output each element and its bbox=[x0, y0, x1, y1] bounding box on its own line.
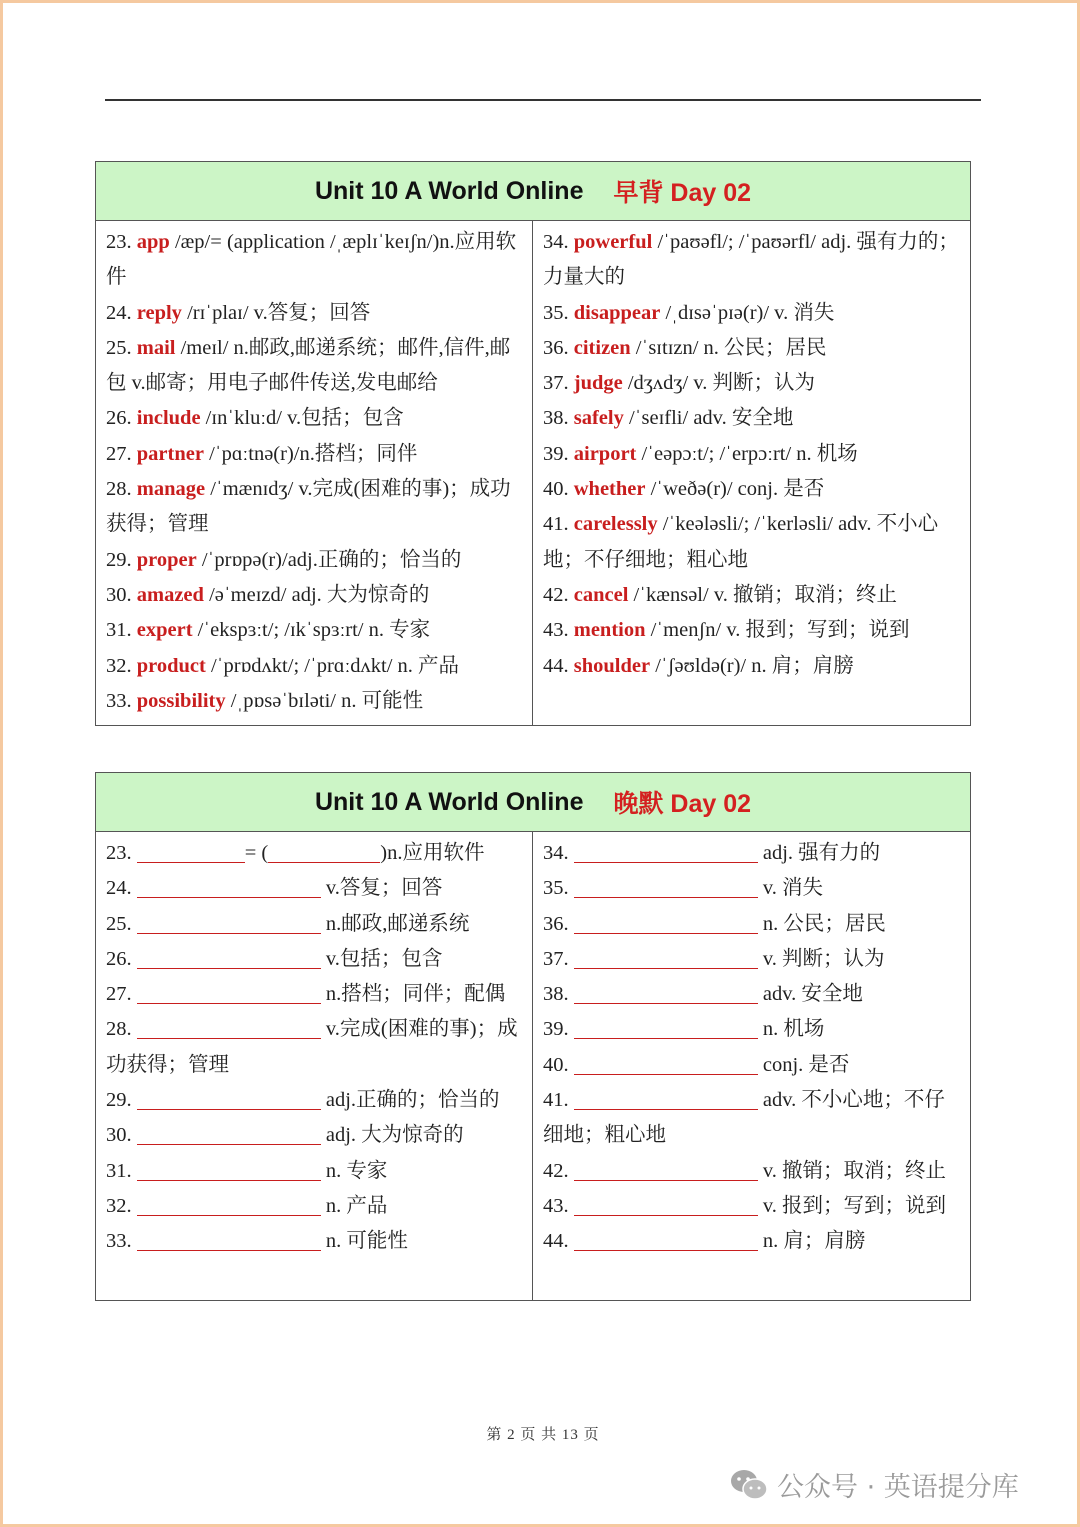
dictation-entry bbox=[106, 1118, 522, 1153]
entry-number: 43. bbox=[543, 619, 574, 642]
entry-number: 35. bbox=[543, 301, 574, 324]
entry-number: 41. bbox=[543, 1089, 574, 1112]
answer-blank[interactable] bbox=[137, 981, 321, 1004]
entry-word: include bbox=[136, 407, 201, 430]
vocab-entry bbox=[106, 437, 522, 472]
dictation-entry bbox=[543, 907, 960, 942]
watermark bbox=[729, 1465, 1019, 1504]
entry-word: mail bbox=[136, 336, 176, 359]
entry-definition: /əˈmeɪzd/ adj. 大为惊奇的 bbox=[203, 583, 430, 606]
entry-meaning: adj. 强有力的 bbox=[762, 842, 881, 864]
entry-number: 29. bbox=[106, 1089, 137, 1112]
entry-number: 44. bbox=[543, 654, 574, 677]
entry-definition: /ˈkænsəl/ v. 撤销；取消；终止 bbox=[628, 583, 897, 606]
dictation-entry bbox=[106, 1189, 522, 1224]
entry-definition: /ˌdɪsəˈpɪə(r)/ v. 消失 bbox=[660, 301, 835, 324]
entry-definition: /ˈprɒpə(r)/adj.正确的；恰当的 bbox=[196, 548, 462, 571]
vocab-entry bbox=[106, 649, 522, 684]
entry-number: 30. bbox=[106, 1124, 137, 1147]
entry-meaning: n.邮政,邮递系统 bbox=[325, 912, 470, 935]
entry-meaning: n.搭档；同伴；配偶 bbox=[325, 983, 506, 1006]
entry-word: carelessly bbox=[573, 513, 658, 536]
answer-blank[interactable] bbox=[137, 840, 245, 863]
entry-word: shoulder bbox=[573, 654, 651, 677]
morning-right-column bbox=[533, 221, 970, 725]
vocab-entry bbox=[106, 296, 522, 331]
entry-number: 41. bbox=[543, 513, 574, 536]
answer-blank[interactable] bbox=[137, 875, 321, 898]
dictation-entry: 23. = ( )n.应用软件 bbox=[106, 842, 485, 864]
dictation-entry bbox=[543, 942, 960, 977]
entry-definition: /ˈsɪtɪzn/ n. 公民；居民 bbox=[630, 336, 827, 359]
entry-number: 40. bbox=[543, 1053, 574, 1076]
entry-definition: /ˈmænɪdʒ/ v.完成(困难的事)；成功获得；管理 bbox=[106, 478, 511, 536]
entry-meaning: v.答复；回答 bbox=[325, 877, 443, 900]
vocab-entry bbox=[543, 649, 960, 684]
entry-word: amazed bbox=[136, 583, 204, 606]
entry-number: 39. bbox=[543, 442, 574, 465]
morning-title: Unit 10 A World Online bbox=[314, 176, 584, 205]
entry-meaning: v.包括；包含 bbox=[325, 947, 443, 970]
dictation-entry bbox=[543, 1189, 960, 1224]
answer-blank[interactable] bbox=[137, 1158, 321, 1181]
entry-meaning: adv. 不小心地；不仔细地；粗心地 bbox=[543, 1089, 945, 1147]
entry-number: 40. bbox=[543, 478, 574, 501]
vocab-entry bbox=[543, 401, 960, 436]
dictation-entry bbox=[106, 1012, 522, 1083]
evening-table-header bbox=[96, 773, 970, 832]
entry-meaning: n. 专家 bbox=[325, 1159, 388, 1182]
entry-meaning: n. 肩；肩膀 bbox=[762, 1230, 866, 1253]
entry-word: product bbox=[136, 654, 206, 677]
entry-word: powerful bbox=[573, 231, 653, 253]
vocab-entry bbox=[543, 366, 960, 401]
answer-blank[interactable] bbox=[574, 981, 758, 1004]
entry-meaning: n.应用软件 bbox=[387, 842, 485, 864]
entry-number: 34. bbox=[543, 842, 574, 864]
vocab-entry bbox=[543, 507, 960, 578]
entry-word: judge bbox=[573, 372, 623, 395]
dictation-entry bbox=[543, 1224, 960, 1259]
entry-definition: /ˈseɪfli/ adv. 安全地 bbox=[623, 407, 794, 430]
answer-blank[interactable] bbox=[574, 840, 758, 863]
entry-number: 33. bbox=[106, 1230, 137, 1253]
dictation-entry bbox=[106, 977, 522, 1012]
entry-number: 34. bbox=[543, 231, 574, 253]
morning-left-column bbox=[96, 221, 533, 725]
entry-number: 35. bbox=[543, 877, 574, 900]
entry-number: 37. bbox=[543, 372, 574, 395]
answer-blank[interactable] bbox=[574, 1228, 758, 1251]
vocab-entry bbox=[106, 578, 522, 613]
answer-blank[interactable] bbox=[137, 1228, 321, 1251]
evening-dictation-table bbox=[95, 772, 971, 1301]
answer-blank[interactable] bbox=[137, 946, 321, 969]
entry-number: 29. bbox=[106, 548, 137, 571]
entry-word: safely bbox=[573, 407, 624, 430]
entry-definition: /ˈweðə(r)/ conj. 是否 bbox=[645, 478, 825, 501]
answer-blank[interactable] bbox=[574, 1052, 758, 1075]
answer-blank[interactable] bbox=[574, 875, 758, 898]
vocab-entry bbox=[543, 225, 960, 296]
entry-meaning: v.完成(困难的事)；成功获得；管理 bbox=[106, 1018, 518, 1076]
entry-word: expert bbox=[136, 619, 193, 642]
entry-number: 31. bbox=[106, 619, 137, 642]
entry-meaning: n. 可能性 bbox=[325, 1230, 408, 1253]
answer-blank[interactable] bbox=[574, 946, 758, 969]
vocab-entry bbox=[106, 225, 522, 296]
entry-word: mention bbox=[573, 619, 646, 642]
vocab-entry bbox=[543, 578, 960, 613]
entry-word: manage bbox=[136, 478, 206, 501]
dictation-entry bbox=[543, 1083, 960, 1154]
entry-definition: /ˈpɑːtnə(r)/n.搭档；同伴 bbox=[203, 442, 418, 465]
answer-blank[interactable] bbox=[137, 1193, 321, 1216]
entry-number: 38. bbox=[543, 983, 574, 1006]
entry-meaning: v. 撤销；取消；终止 bbox=[762, 1159, 947, 1182]
entry-number: 42. bbox=[543, 583, 574, 606]
entry-definition: /ˈprɒdʌkt/; /ˈprɑːdʌkt/ n. 产品 bbox=[205, 654, 460, 677]
entry-number: 26. bbox=[106, 947, 137, 970]
page-number: 第 2 页 共 13 页 bbox=[486, 1427, 600, 1443]
dictation-entry bbox=[106, 1224, 522, 1259]
dictation-entry bbox=[543, 836, 960, 871]
entry-number: 25. bbox=[106, 336, 137, 359]
vocab-entry bbox=[106, 543, 522, 578]
entry-number: 33. bbox=[106, 689, 137, 712]
entry-word: proper bbox=[136, 548, 197, 571]
entry-word: whether bbox=[573, 478, 646, 501]
entry-word: citizen bbox=[573, 336, 631, 359]
dictation-entry bbox=[106, 871, 522, 906]
entry-word: reply bbox=[136, 301, 182, 324]
dictation-entry bbox=[543, 871, 960, 906]
entry-definition: /ˈmenʃn/ v. 报到；写到；说到 bbox=[645, 619, 910, 642]
answer-blank[interactable] bbox=[574, 1087, 758, 1110]
dictation-entry bbox=[106, 907, 522, 942]
vocab-entry bbox=[543, 296, 960, 331]
entry-number: 25. bbox=[106, 912, 137, 935]
entry-definition: /dʒʌdʒ/ v. 判断；认为 bbox=[622, 372, 815, 395]
entry-meaning: v. 消失 bbox=[762, 877, 824, 900]
entry-number: 42. bbox=[543, 1159, 574, 1182]
entry-number: 28. bbox=[106, 1018, 137, 1041]
entry-definition: /æp/= (application /ˌæplɪˈkeɪʃn/)n.应用软件 bbox=[106, 231, 517, 289]
vocab-entry bbox=[106, 401, 522, 436]
entry-number: 28. bbox=[106, 478, 137, 501]
entry-meaning: conj. 是否 bbox=[762, 1053, 850, 1076]
answer-blank[interactable] bbox=[137, 1087, 321, 1110]
answer-blank[interactable] bbox=[137, 1122, 321, 1145]
dictation-entry bbox=[106, 942, 522, 977]
entry-definition: /ˈpaʊəfl/; /ˈpaʊərfl/ adj. 强有力的；力量大的 bbox=[543, 231, 959, 289]
vocab-entry bbox=[543, 472, 960, 507]
answer-blank[interactable] bbox=[137, 911, 321, 934]
vocab-entry bbox=[106, 472, 522, 543]
dictation-entry bbox=[106, 1154, 522, 1189]
vocab-entry bbox=[106, 613, 522, 648]
entry-number: 36. bbox=[543, 912, 574, 935]
entry-number: 31. bbox=[106, 1159, 137, 1182]
entry-number: 37. bbox=[543, 947, 574, 970]
entry-number: 24. bbox=[106, 301, 137, 324]
entry-word: possibility bbox=[136, 689, 226, 712]
answer-blank[interactable] bbox=[574, 1193, 758, 1216]
entry-meaning: adv. 安全地 bbox=[762, 983, 863, 1006]
dictation-entry bbox=[543, 1012, 960, 1047]
entry-meaning: n. 机场 bbox=[762, 1018, 825, 1041]
entry-number: 23. bbox=[106, 231, 137, 253]
entry-meaning: adj.正确的；恰当的 bbox=[325, 1089, 500, 1112]
answer-blank[interactable] bbox=[574, 1158, 758, 1181]
vocab-entry bbox=[543, 613, 960, 648]
entry-definition: /ɪnˈkluːd/ v.包括；包含 bbox=[200, 407, 404, 430]
entry-number: 36. bbox=[543, 336, 574, 359]
entry-meaning: n. 产品 bbox=[325, 1194, 388, 1217]
entry-definition: /ˌpɒsəˈbɪləti/ n. 可能性 bbox=[225, 689, 424, 712]
entry-number: 27. bbox=[106, 442, 137, 465]
entry-number: 32. bbox=[106, 654, 137, 677]
watermark-text: 公众号 · 英语提分库 bbox=[777, 1472, 1019, 1503]
entry-meaning: v. 判断；认为 bbox=[762, 947, 885, 970]
evening-right-column bbox=[533, 832, 970, 1300]
header-rule bbox=[105, 99, 981, 101]
entry-meaning: n. 公民；居民 bbox=[762, 912, 886, 935]
vocab-entry bbox=[543, 331, 960, 366]
entry-definition: /meɪl/ n.邮政,邮递系统；邮件,信件,邮包 v.邮寄；用电子邮件传送,发电邮给 bbox=[106, 336, 511, 395]
morning-vocab-table bbox=[95, 161, 971, 726]
entry-number: 26. bbox=[106, 407, 137, 430]
entry-meaning: adj. 大为惊奇的 bbox=[325, 1124, 464, 1147]
answer-blank[interactable] bbox=[574, 911, 758, 934]
entry-definition: /ˈeəpɔːt/; /ˈerpɔːrt/ n. 机场 bbox=[636, 442, 858, 465]
morning-table-header bbox=[96, 162, 970, 221]
evening-day-tag: 晚默 Day 02 bbox=[613, 790, 752, 818]
entry-number: 44. bbox=[543, 1230, 574, 1253]
evening-title: Unit 10 A World Online bbox=[314, 787, 584, 816]
dictation-entry bbox=[543, 1048, 960, 1083]
entry-word: partner bbox=[136, 442, 204, 465]
entry-definition: /rɪˈplaɪ/ v.答复；回答 bbox=[181, 301, 371, 324]
entry-number: 43. bbox=[543, 1194, 574, 1217]
entry-word: airport bbox=[573, 442, 637, 465]
wechat-icon bbox=[729, 1468, 769, 1502]
vocab-entry bbox=[106, 684, 522, 719]
answer-blank[interactable] bbox=[137, 1016, 321, 1039]
entry-word: app bbox=[136, 231, 170, 253]
dictation-entry bbox=[106, 1083, 522, 1118]
evening-left-column bbox=[96, 832, 533, 1300]
entry-number: 23. bbox=[106, 842, 137, 864]
entry-meaning: v. 报到；写到；说到 bbox=[762, 1194, 947, 1217]
vocab-entry bbox=[106, 331, 522, 402]
dictation-entry bbox=[543, 977, 960, 1012]
entry-definition: /ˈʃəʊldə(r)/ n. 肩；肩膀 bbox=[650, 654, 854, 677]
entry-number: 30. bbox=[106, 583, 137, 606]
vocab-entry bbox=[543, 437, 960, 472]
entry-number: 32. bbox=[106, 1194, 137, 1217]
entry-number: 39. bbox=[543, 1018, 574, 1041]
entry-word: disappear bbox=[573, 301, 661, 324]
entry-number: 38. bbox=[543, 407, 574, 430]
entry-number: 27. bbox=[106, 983, 137, 1006]
entry-definition: /ˈkeələsli/; /ˈkerləsli/ adv. 不小心地；不仔细地；粗心地 bbox=[543, 513, 939, 571]
morning-day-tag: 早背 Day 02 bbox=[613, 179, 752, 207]
entry-word: cancel bbox=[573, 583, 629, 606]
entry-number: 24. bbox=[106, 877, 137, 900]
answer-blank[interactable] bbox=[268, 840, 380, 863]
answer-blank[interactable] bbox=[574, 1016, 758, 1039]
entry-definition: /ˈekspɜːt/; /ɪkˈspɜːrt/ n. 专家 bbox=[192, 619, 431, 642]
dictation-entry bbox=[543, 1154, 960, 1189]
